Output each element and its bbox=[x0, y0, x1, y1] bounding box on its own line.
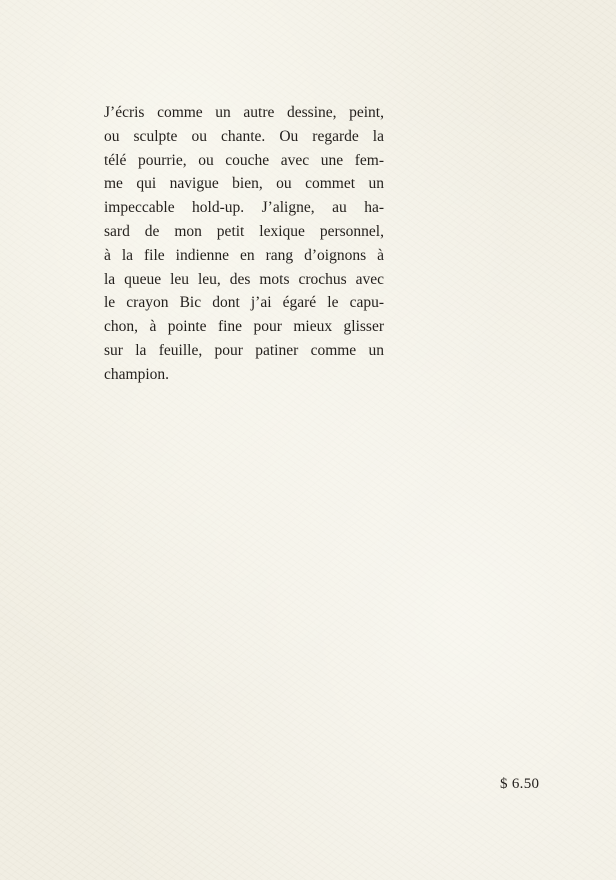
blurb-line: me qui navigue bien, ou commet un bbox=[104, 175, 384, 193]
blurb-line: chon, à pointe fine pour mieux glisser bbox=[104, 318, 384, 336]
blurb-line: champion. bbox=[104, 365, 169, 383]
blurb-line: télé pourrie, ou couche avec une fem- bbox=[104, 151, 384, 169]
blurb-line: impeccable hold-up. J’aligne, au ha- bbox=[104, 199, 384, 217]
blurb-line: sur la feuille, pour patiner comme un bbox=[104, 341, 384, 359]
blurb-line: sard de mon petit lexique personnel, bbox=[104, 222, 384, 240]
blurb-line: le crayon Bic dont j’ai égaré le capu- bbox=[104, 294, 384, 312]
blurb-line: à la file indienne en rang d’oignons à bbox=[104, 246, 384, 264]
blurb-line: ou sculpte ou chante. Ou regarde la bbox=[104, 127, 384, 145]
blurb-paragraph bbox=[104, 101, 384, 387]
blurb-line: la queue leu leu, des mots crochus avec bbox=[104, 270, 384, 288]
blurb-line: J’écris comme un autre dessine, peint, bbox=[104, 104, 384, 121]
price-label: $ 6.50 bbox=[500, 776, 540, 792]
